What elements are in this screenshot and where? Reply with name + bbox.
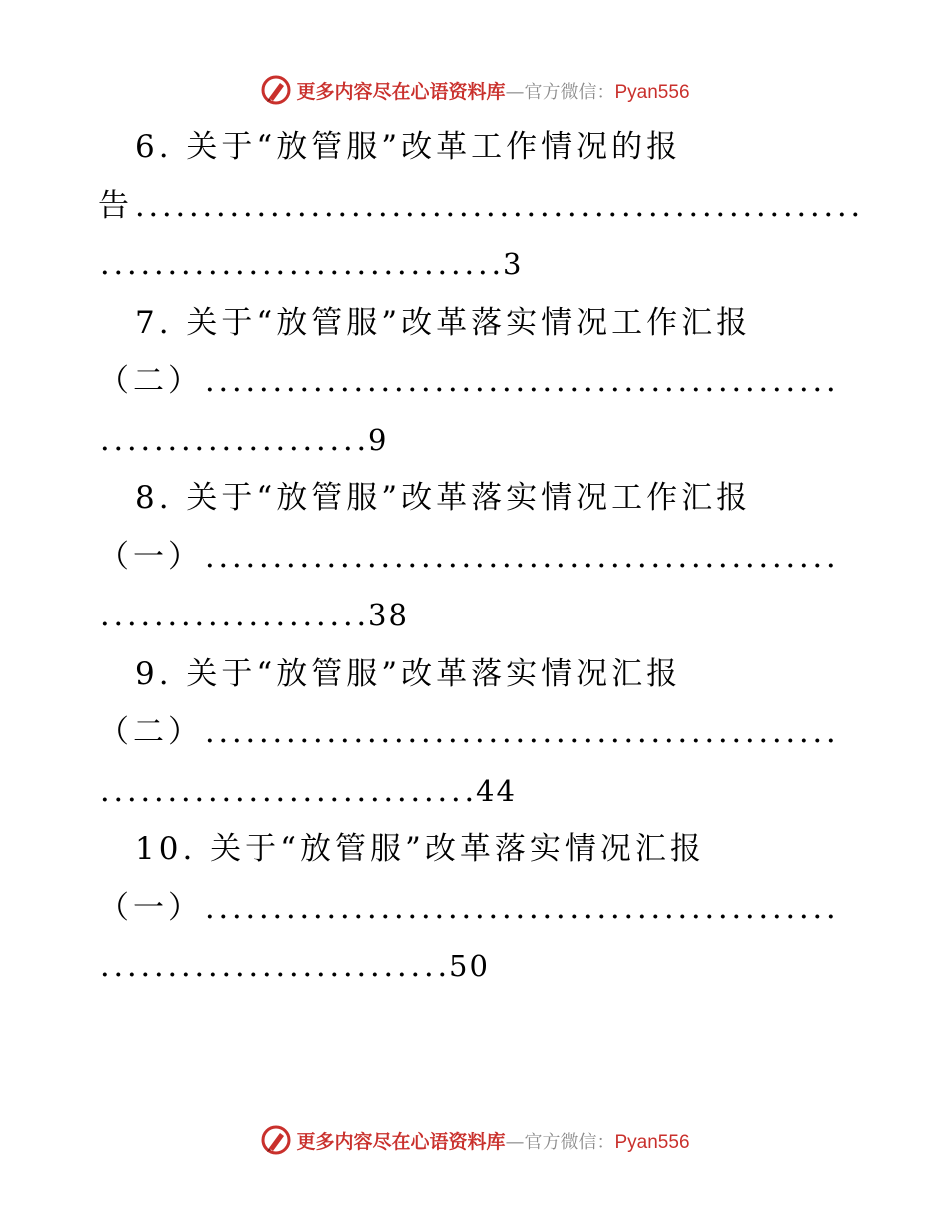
toc-entry-leader-line [98, 888, 838, 928]
toc-entry-page-number[interactable]: 9 [368, 422, 389, 457]
toc-entry-title[interactable]: 10. 关于“放管服”改革落实情况汇报 [135, 831, 705, 867]
toc-entry-page-line [98, 771, 517, 811]
toc-entry-leader-line [98, 186, 862, 226]
toc-entry-page-number[interactable]: 38 [368, 598, 409, 632]
dot-leader: . . . . . . . . . . . . . . . . . . . . . . . . . . . . [99, 772, 475, 809]
dot-leader: . . . . . . . . . . . . . . . . . . . . . . . . . . . . . . . . . . . . . . . . . . . . . . . [204, 538, 836, 575]
toc-entry-prefix: 告 [98, 187, 133, 224]
pen-logo-icon [260, 74, 292, 106]
dot-leader: . . . . . . . . . . . . . . . . . . . . . . . . . . . . . . [99, 246, 502, 282]
toc-entry-page-line [98, 420, 388, 460]
toc-entry-page-line [98, 595, 409, 635]
banner-text: 更多内容尽在心语资料库—官方微信：Pyan556 [296, 80, 690, 103]
dot-leader: . . . . . . . . . . . . . . . . . . . . [99, 597, 367, 633]
toc-entry-leader-line [98, 361, 838, 401]
dot-leader: . . . . . . . . . . . . . . . . . . . . . . . . . . [99, 948, 448, 984]
dot-leader: . . . . . . . . . . . . . . . . . . . . . . . . . . . . . . . . . . . . . . . . . . . . . . . [204, 714, 836, 750]
footer-watermark-banner [0, 1120, 950, 1160]
dot-leader: . . . . . . . . . . . . . . . . . . . . . . . . . . . . . . . . . . . . . . . . . . . . . . . [204, 363, 836, 399]
toc-entry-page-line [98, 244, 523, 284]
dot-leader: . . . . . . . . . . . . . . . . . . . . . . . . . . . . . . . . . . . . . . . . . . . . . . . . . . . . . . [134, 187, 861, 224]
toc-entry-page-line [98, 946, 490, 986]
dot-leader: . . . . . . . . . . . . . . . . . . . . [99, 421, 367, 458]
toc-entry-title[interactable]: 7. 关于“放管服”改革落实情况工作汇报 [135, 304, 752, 341]
toc-entry-prefix: （二） [98, 363, 203, 399]
dot-leader: . . . . . . . . . . . . . . . . . . . . . . . . . . . . . . . . . . . . . . . . . . . . . . . [204, 889, 836, 926]
toc-entry-title[interactable]: 6. 关于“放管服”改革工作情况的报 [135, 129, 682, 165]
header-watermark-banner [0, 70, 950, 110]
toc-entry-page-number[interactable]: 44 [476, 773, 517, 808]
toc-entry-title[interactable]: 8. 关于“放管服”改革落实情况工作汇报 [135, 480, 752, 516]
toc-entry-leader-line [98, 712, 838, 752]
toc-entry-prefix: （一） [98, 538, 203, 575]
pen-logo-icon [260, 1124, 292, 1156]
toc-entry-page-number[interactable]: 50 [449, 949, 490, 983]
toc-entry-prefix: （二） [98, 714, 203, 750]
toc-entry-page-number[interactable]: 3 [503, 247, 524, 281]
toc-entry-title[interactable]: 9. 关于“放管服”改革落实情况汇报 [135, 655, 682, 692]
toc-entry-leader-line [98, 537, 838, 577]
toc-entry-prefix: （一） [98, 889, 203, 926]
banner-text: 更多内容尽在心语资料库—官方微信：Pyan556 [296, 1130, 690, 1153]
